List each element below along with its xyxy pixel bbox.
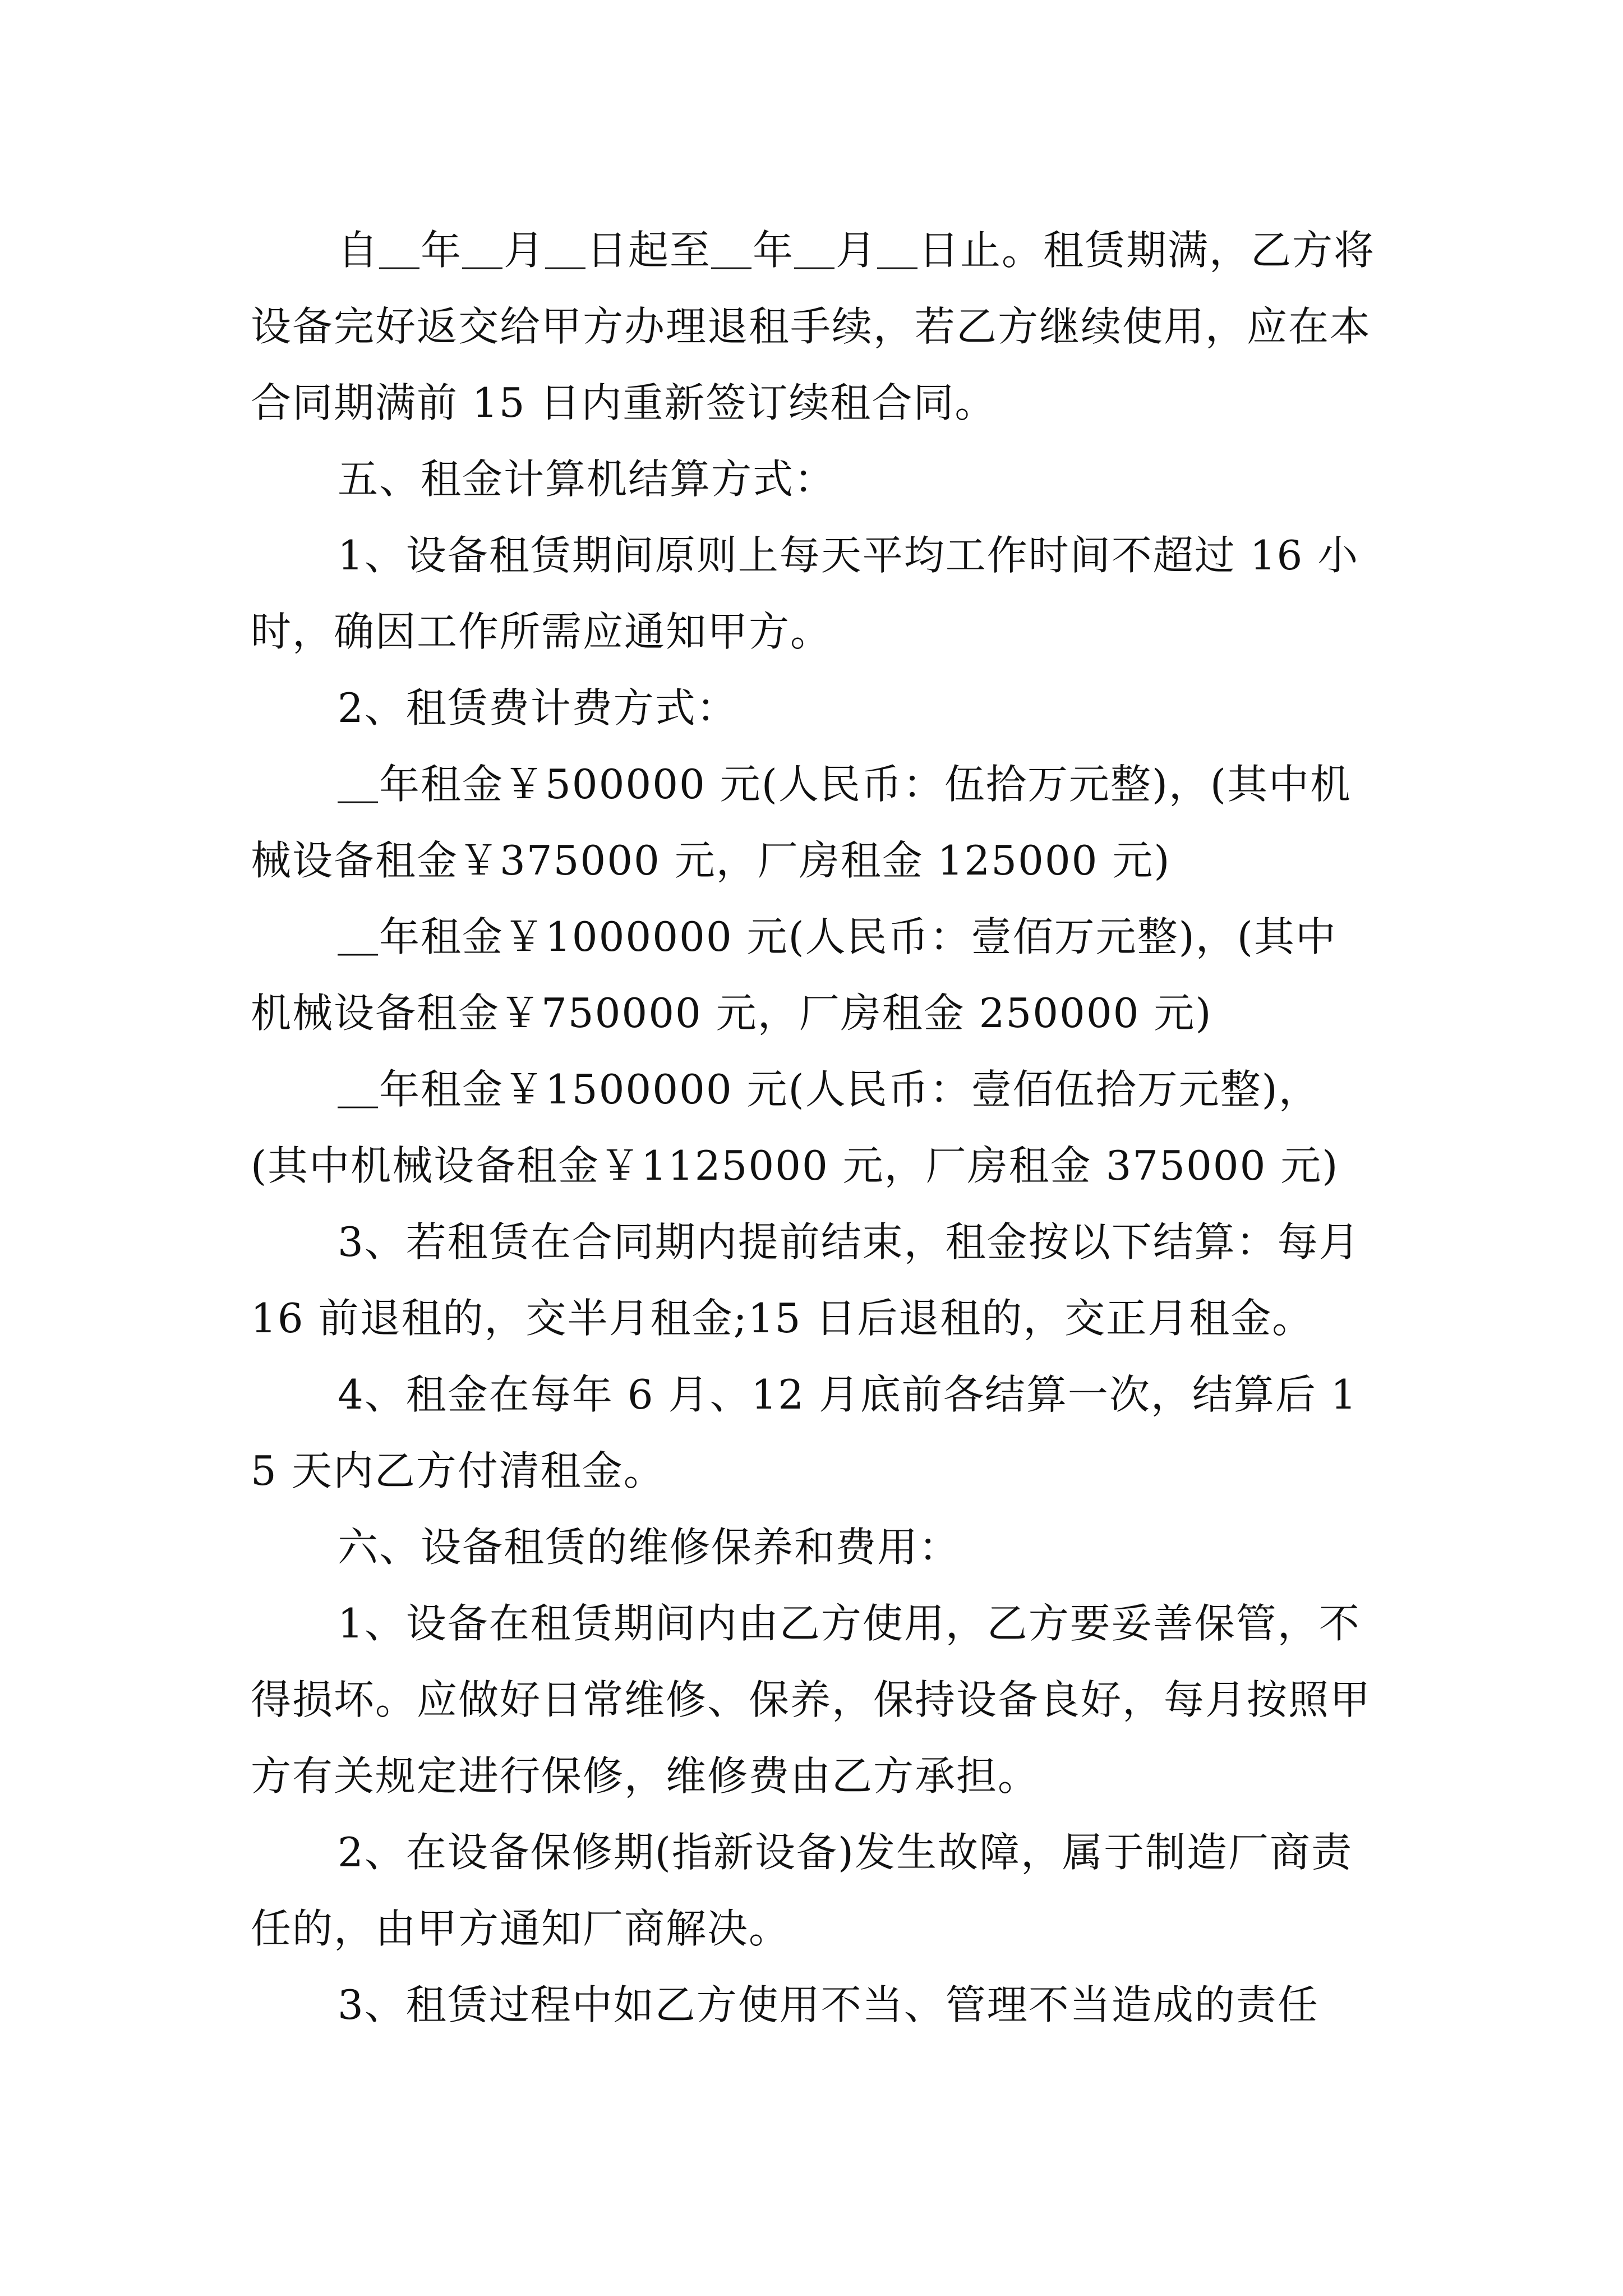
- paragraph-maintenance-2: 2、在设备保修期(指新设备)发生故障，属于制造厂商责任的，由甲方通知厂商解决。: [251, 1829, 1353, 1952]
- document-body: [251, 212, 1378, 2043]
- paragraph-settlement-schedule: 4、租金在每年 6 月、12 月底前各结算一次，结算后 15 天内乙方付清租金。: [251, 1371, 1358, 1494]
- paragraph-fee-method: 2、租赁费计费方式：: [338, 684, 738, 731]
- heading-maintenance: 六、设备租赁的维修保养和费用：: [338, 1524, 961, 1571]
- paragraph-working-hours: 1、设备租赁期间原则上每天平均工作时间不超过 16 小时，确因工作所需应通知甲方。: [251, 532, 1359, 655]
- paragraph-rent-tier-2: ＿年租金￥1000000 元(人民币：壹佰万元整)，(其中机械设备租金￥750000 元，厂房租金 250000 元): [251, 913, 1337, 1037]
- paragraph-maintenance-3: 3、租赁过程中如乙方使用不当、管理不当造成的责任: [338, 1981, 1319, 2028]
- paragraph-lease-term: 自＿年＿月＿日起至＿年＿月＿日止。租赁期满，乙方将设备完好返交给甲方办理退租手续，若乙方继续使用，应在本合同期满前 15 日内重新签订续租合同。: [251, 227, 1376, 426]
- paragraph-rent-tier-3: ＿年租金￥1500000 元(人民币：壹佰伍拾万元整)，(其中机械设备租金￥1125000 元，厂房租金 375000 元): [251, 1066, 1339, 1189]
- paragraph-maintenance-1: 1、设备在租赁期间内由乙方使用，乙方要妥善保管，不得损坏。应做好日常维修、保养，保持设备良好，每月按照甲方有关规定进行保修，维修费由乙方承担。: [251, 1600, 1372, 1800]
- paragraph-rent-tier-1: ＿年租金￥500000 元(人民币：伍拾万元整)，(其中机械设备租金￥375000 元，厂房租金 125000 元): [251, 761, 1352, 884]
- paragraph-early-termination: 3、若租赁在合同期内提前结束，租金按以下结算：每月 16 前退租的，交半月租金;15 日后退租的，交正月租金。: [251, 1218, 1375, 1342]
- heading-rent-settlement: 五、租金计算机结算方式：: [338, 455, 836, 503]
